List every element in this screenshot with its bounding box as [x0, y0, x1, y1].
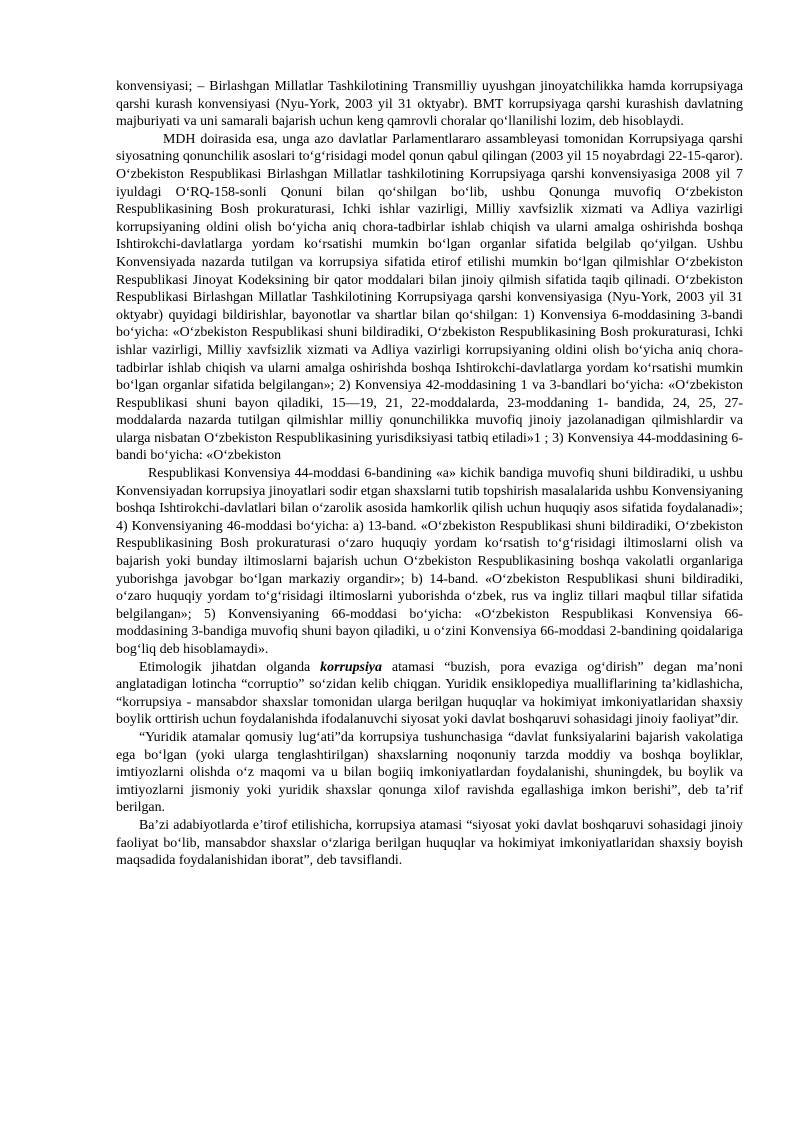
paragraph-literature-definition: Ba’zi adabiyotlarda e’tirof etilishicha, korrupsiya atamasi “siyosat yoki davlat boshqaruvi sohasidagi jinoiy faoliyat bo‘lib, mansabdor shaxslar o‘zlariga berilgan huquqlar va hokimiyat imkoniyatlaridan shaxsiy boyish maqsadida foydalanishidan iborat”, deb tavsiflandi. [116, 817, 743, 869]
paragraph-etymology [116, 659, 743, 729]
paragraph-convention-statements: Respublikasi Konvensiya 44-moddasi 6-bandining «a» kichik bandiga muvofiq shuni bildiradiki, u ushbu Konvensiyadan korrupsiya jinoyatlari sodir etgan shaxslarni tutib topshirish masalalarida ushbu Konvensiyaning boshqa Ishtirokchi-davlatlari bilan o‘zarolik asosida hamkorlik qilish uchun huquqiy asos sifatida foydalanadi»; 4) Konvensiyaning 46-moddasi bo‘yicha: a) 13-band. «O‘zbekiston Respublikasi shuni bildiradiki, O‘zbekiston Respublikasining Bosh prokuraturasi o‘zaro huquqiy yordam ko‘rsatish to‘g‘risidagi iltimoslarni olish va bajarish yoki bunday iltimoslarni bajarish uchun O‘zbekiston Respublikasining boshqa vakolatli organlariga yuborishga javobgar bo‘lgan markaziy organdir»; b) 14-band. «O‘zbekiston Respublikasi shuni bildiradiki, o‘zaro huquqiy yordam to‘g‘risidagi iltimoslarni yuborishda o‘zbek, rus va ingliz tillari maqbul tillar sifatida belgilangan»; 5) Konvensiyaning 66-moddasi bo‘yicha: «O‘zbekiston Respublikasi Konvensiya 66-moddasining 3-bandiga muvofiq shuni bayon qiladiki, u o‘zini Konvensiya 66-moddasi 2-bandining qoidalariga bog‘liq deb hisoblamaydi». [116, 466, 743, 657]
paragraph-cis-model-law: MDH doirasida esa, unga azo davlatlar Parlamentlararo assambleyasi tomonidan Korrupsiyaga qarshi siyosatning qonunchilik asoslari to‘g‘risidagi model qonun qabul qilingan (2003 yil 15 noyabrdagi 22-15-qaror). O‘zbekiston Respublikasi Birlashgan Millatlar tashkilotining Korrupsiyaga qarshi konvensiyasiga 2008 yil 7 iyuldagi O‘RQ-158-sonli Qonuni bilan qo‘shilgan bo‘lib, ushbu Qonunga muvofiq O‘zbekiston Respublikasining Bosh prokuraturasi, Ichki ishlar vazirligi, Milliy xavfsizlik xizmati va Adliya vazirligi korrupsiyaning oldini olish bo‘yicha aniq chora-tadbirlar ishlab chiqish va ularni amalga oshirishda boshqa Ishtirokchi-davlatlarga yordam ko‘rsatishi mumkin bo‘lgan organlar sifatida belgilab qo‘yilgan. Ushbu Konvensiyada nazarda tutilgan va korrupsiya sifatida etirof etilishi mumkin bo‘lgan qilmishlar O‘zbekiston Respublikasi Jinoyat Kodeksining bir qator moddalari bilan jinoiy qilmish sifatida taqib qilinadi. O‘zbekiston Respublikasi Birlashgan Millatlar Tashkilotining Korrupsiyaga qarshi konvensiyasiga (Nyu-York, 2003 yil 31 oktyabr) quyidagi bildirishlar, bayonotlar va shartlar bilan qo‘shilgan: 1) Konvensiya 6-moddasining 3-bandi bo‘yicha: «O‘zbekiston Respublikasi shuni bildiradiki, O‘zbekiston Respublikasining Bosh prokuraturasi, Ichki ishlar vazirligi, Milliy xavfsizlik xizmati va Adliya vazirligi korrupsiyaning oldini olish bo‘yicha aniq chora-tadbirlar ishlab chiqish va ularni amalga oshirishda boshqa Ishtirokchi-davlatlarga yordam ko‘rsatishi mumkin bo‘lgan organlar sifatida belgilangan»; 2) Konvensiya 42-moddasining 1 va 3-bandlari bo‘yicha: «O‘zbekiston Respublikasi shuni bayon qiladiki, 15—19, 21, 22-moddalarda, 23-moddaning 1- bandida, 24, 25, 27-moddalarda nazarda tutilgan qilmishlar milliy qonunchilikka muvofiq jinoiy jazolanadigan qilmishlardir va ularga nisbatan O‘zbekiston Respublikasining yurisdiksiyasi tatbiq etiladi»1 ; 3) Konvensiya 44-moddasining 6-bandi bo‘yicha: «O‘zbekiston [116, 131, 743, 464]
paragraph-etymology-body: atamasi “buzish, pora evaziga og‘dirish” degan ma’noni anglatadigan lotincha “corruptio” so‘zidan kelib chiqgan. Yuridik ensiklopediya mualliflarining ta’kidlashicha, “korrupsiya - mansabdor shaxslar tomonidan ularga berilgan huquqlar va hokimiyat imkoniyatlaridan shaxsiy boylik orttirish uchun foydalanishda ifodalanuvchi siyosat yoki davlat boshqaruvi sohasidagi jinoiy faoliyat”dir. [116, 659, 743, 728]
paragraph-convention-list-end: konvensiyasi; – Birlashgan Millatlar Tashkilotining Transmilliy uyushgan jinoyatchilikka hamda korrupsiyaga qarshi kurash konvensiyasi (Nyu-York, 2003 yil 31 oktyabr). BMT korrupsiyaga qarshi kurashish davlatning majburiyati va uni samarali bajarish uchun keng qamrovli choralar qo‘llanilishi lozim, deb hisoblaydi. [116, 79, 743, 130]
document-page [116, 78, 743, 870]
paragraph-etymology-intro: Etimologik jihatdan olganda [139, 659, 321, 675]
paragraph-legal-dictionary: “Yuridik atamalar qomusiy lug‘ati”da korrupsiya tushunchasiga “davlat funksiyalarini bajarish vakolatiga ega bo‘lgan (yoki ularga tenglashtirilgan) shaxslarning noqonuniy tarzda moddiy va boshqa boyliklar, imtiyozlarni olishda o‘z maqomi va u bilan bogiiq imkoniyatlardan foydalanishi, shuningdek, bu boylik va imtiyozlarni jismoniy yoki yuridik shaxslar qonunga xilof ravishda egallashiga imkon berishi”, deb ta’rif berilgan. [116, 729, 743, 816]
term-korrupsiya: korrupsiya [320, 659, 382, 675]
